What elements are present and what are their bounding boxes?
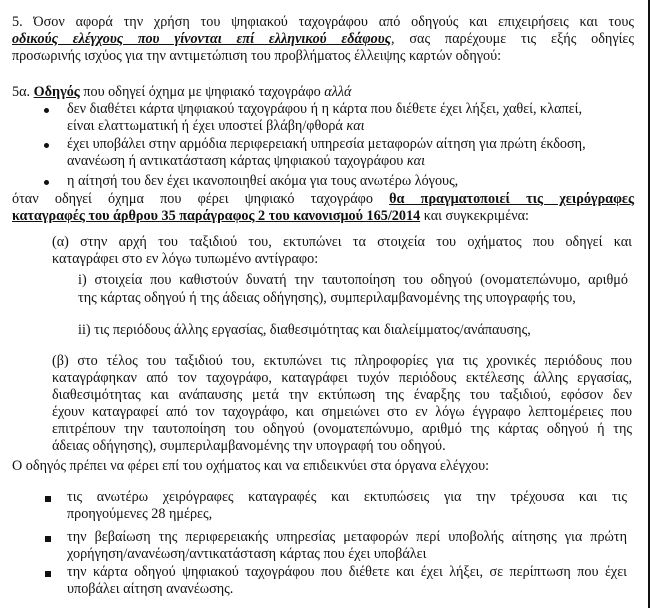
doc-bullet1-line2: προηγούμενες 28 ημέρες,: [67, 506, 213, 522]
para5a-text: που οδηγεί όχημα με ψηφιακό ταχογράφο: [79, 84, 325, 100]
beta-line1: (β) στο τέλος του ταξιδιού του, εκτυπώνει τις πληροφορίες για τις χρονικές περιόδους που: [52, 353, 632, 369]
obligation-line2: [12, 208, 529, 225]
driver-subject: Οδηγός: [33, 84, 80, 100]
and-word: και: [346, 118, 365, 134]
alpha-i-line1: i) στοιχεία που καθιστούν δυνατή την ταυτοποίηση του οδηγού (ονοματεπώνυμο, αριθμό: [78, 272, 628, 288]
bullet2-line2-text: ανανέωση ή αντικατάσταση κάρτας ψηφιακού ταχογράφου: [67, 153, 407, 169]
doc-bullet2-line2: χορήγηση/ανανέωση/αντικατάσταση κάρτας που έχει υποβάλει: [67, 546, 427, 562]
para5a-heading: [12, 84, 351, 101]
bullet-icon: [44, 143, 49, 148]
obligation-text: όταν οδηγεί όχημα που φέρει ψηφιακό ταχογράφο: [12, 191, 373, 207]
bullet1-line1: δεν διαθέτει κάρτα ψηφιακού ταχογράφου ή η κάρτα που διέθετε έχει λήξει, χαθεί, κλαπεί,: [67, 101, 582, 117]
and-word: και: [406, 153, 426, 169]
bullet-icon: [44, 108, 49, 113]
beta-line6: άδειας οδήγησης), συμπεριλαμβανομένης την υπογραφή του οδηγού.: [52, 438, 446, 454]
bullet2-line1: έχει υποβάλει στην αρμόδια περιφερειακή υπηρεσία μεταφορών αίτηση για πρώτη έκδοση,: [67, 136, 586, 152]
alpha-ii: ii) τις περιόδους άλλης εργασίας, διαθεσιμότητας και διαλείμματος/ανάπαυσης,: [78, 322, 531, 338]
square-bullet-icon: [45, 536, 51, 542]
alpha-line1: (α) στην αρχή του ταξιδιού του, εκτυπώνει τα στοιχεία του οχήματος που οδηγεί και: [52, 234, 632, 250]
bullet3-line1: η αίτησή του δεν έχει ικανοποιηθεί ακόμα για τους ανωτέρω λόγους,: [67, 173, 459, 189]
alpha-line2: καταγράφει στο εν λόγω τυπωμένο αντίγραφο:: [52, 251, 319, 267]
regulation-reference: καταγραφές του άρθρου 35 παράγραφος 2 του κανονισμού 165/2014: [12, 208, 421, 224]
manual-records-emphasis: θα πραγματοποιεί τις χειρόγραφες: [389, 191, 634, 207]
beta-line2: καταγράφηκαν από τον ταχογράφο, καταγράφει τυχόν περιόδους εκτέλεσης άλλης εργασίας,: [52, 370, 632, 386]
para5-line2: [12, 31, 634, 48]
beta-line3: διαθεσιμότητας και ανάπαυσης μετά την εκτύπωση της έναρξης του ταξιδιού, εφόσον δεν: [52, 387, 632, 403]
doc-bullet1-line1: τις ανωτέρω χειρόγραφες καταγραφές και εκτυπώσεις για την τρέχουσα και τις: [67, 489, 627, 505]
obligation-line1: [12, 191, 634, 208]
bullet1-line2-text: είναι ελαττωματική ή έχει υποστεί βλάβη/φθορά: [67, 118, 347, 134]
square-bullet-icon: [45, 496, 51, 502]
doc-bullet3-line1: την κάρτα οδηγού ψηφιακού ταχογράφου που διέθετε και έχει λήξει, σε περίπτωση που έχει: [67, 564, 627, 580]
roadside-checks-emphasis: οδικούς ελέγχους που γίνονται επί ελληνικού εδάφους: [12, 31, 392, 47]
para5a-number: 5α.: [12, 84, 34, 100]
doc-bullet3-line2: υποβάλει αίτηση ανανέωσης.: [67, 581, 234, 597]
para5-line3: προσωρινής ισχύος για την αντιμετώπιση του προβλήματος έλλειψης καρτών οδηγού:: [12, 48, 502, 64]
bullet-icon: [44, 180, 49, 185]
but-word: αλλά: [324, 84, 352, 100]
doc-bullet2-line1: την βεβαίωση της περιφερειακής υπηρεσίας μεταφορών περί υποβολής αίτησης για πρώτη: [67, 529, 627, 545]
alpha-i-line2: της κάρτας οδηγού ή της άδειας οδήγησης), συμπεριλαμβανομένης της υπογραφής του,: [78, 290, 576, 306]
square-bullet-icon: [45, 571, 51, 577]
carry-sentence: Ο οδηγός πρέπει να φέρει επί του οχήματος και να επιδεικνύει στα όργανα ελέγχου:: [12, 458, 490, 474]
para5-line2-rest: , σας παρέχουμε τις εξής οδηγίες: [391, 31, 634, 47]
para5-line1: 5. Όσον αφορά την χρήση του ψηφιακού ταχογράφου από οδηγούς και επιχειρήσεις και τους: [12, 14, 634, 30]
bullet2-line2: [67, 153, 425, 170]
obligation-line2-rest: και συγκεκριμένα:: [420, 208, 529, 224]
beta-line4: έχουν καταγραφεί από τον ταχογράφο, και σημειώνει στο εν λόγω έγγραφο λεπτομέρειες που: [52, 404, 632, 420]
bullet1-line2: [67, 118, 365, 135]
beta-line5: επιτρέπουν την ταυτοποίηση του οδηγού (ονοματεπώνυμο, αριθμό της κάρτας οδηγού ή της: [52, 421, 632, 437]
